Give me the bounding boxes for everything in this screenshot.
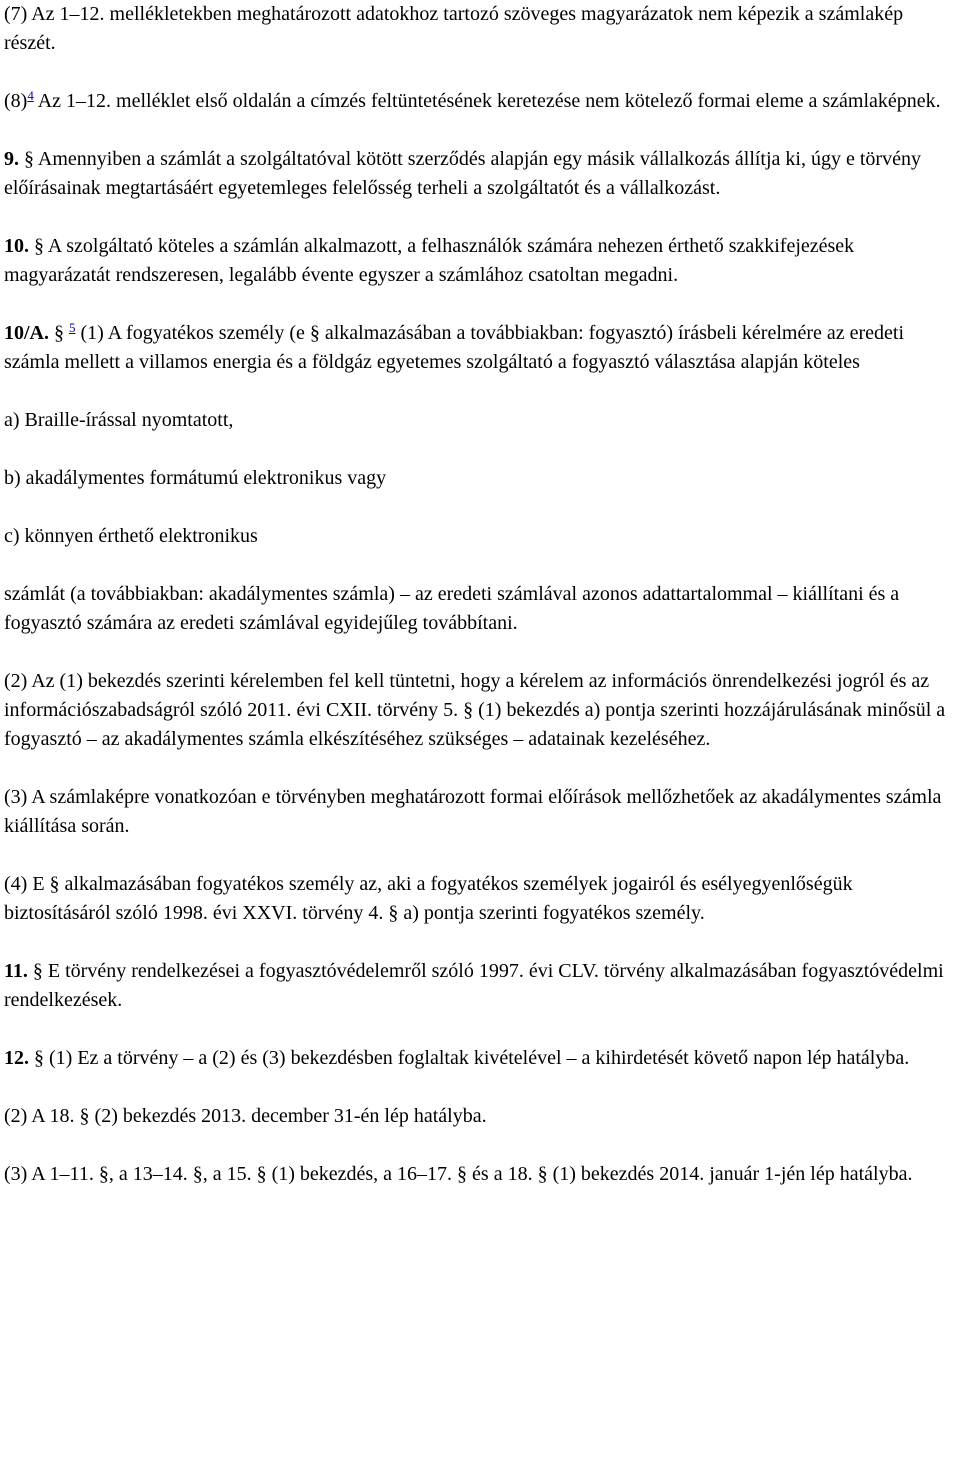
section-10a-paragraph-3: (3) A számlaképre vonatkozóan e törvényben meghatározott formai előírások mellőzhetőek az akadálymentes számla kiállítása során. <box>4 786 942 837</box>
section-12-number: 12. <box>4 1047 29 1069</box>
section-9-text: § Amennyiben a számlát a szolgáltatóval kötött szerződés alapján egy másik vállalkozás állítja ki, úgy e törvény előírásainak megtartásáért egyetemleges felelősség terheli a szolgáltatót és a vállalkozást. <box>4 148 921 199</box>
section-11 <box>4 957 956 1015</box>
list-item-b: b) akadálymentes formátumú elektronikus vagy <box>4 467 387 489</box>
section-12-paragraph-2: (2) A 18. § (2) bekezdés 2013. december 31-én lép hatályba. <box>4 1105 487 1127</box>
paragraph-8-text: Az 1–12. melléklet első oldalán a címzés feltüntetésének keretezése nem kötelező formai eleme a számlaképnek. <box>33 90 941 112</box>
footnote-5-link[interactable]: 5 <box>69 320 76 335</box>
paragraph-7: (7) Az 1–12. mellékletekben meghatározott adatokhoz tartozó szöveges magyarázatok nem képezik a számlakép részét. <box>4 3 904 54</box>
paragraph-8-prefix: (8) <box>4 90 28 112</box>
section-11-number: 11. <box>4 960 28 982</box>
list-item-a: a) Braille-írással nyomtatott, <box>4 409 234 431</box>
section-10-text: § A szolgáltató köteles a számlán alkalmazott, a felhasználók számára nehezen érthető szakkifejezések magyarázatát rendszeresen, legalább évente egyszer a számlához csatoltan megadni. <box>4 235 855 286</box>
section-10a <box>4 319 956 377</box>
section-12 <box>4 1044 956 1073</box>
section-10a-text: (1) A fogyatékos személy (e § alkalmazásában a továbbiakban: fogyasztó) írásbeli kérelmére az eredeti számla mellett a villamos energia és a földgáz egyetemes szolgáltató a fogyasztó választása alapján köteles <box>4 322 905 373</box>
section-10a-paragraph-4: (4) E § alkalmazásában fogyatékos személy az, aki a fogyatékos személyek jogairól és esélyegyenlőségük biztosításáról szóló 1998. évi XXVI. törvény 4. § a) pontja szerinti fogyatékos személy. <box>4 873 853 924</box>
paragraph-8 <box>4 87 956 116</box>
section-12-text: § (1) Ez a törvény – a (2) és (3) bekezdésben foglaltak kivételével – a kihirdetését követő napon lép hatályba. <box>29 1047 910 1069</box>
section-9 <box>4 145 956 203</box>
section-10a-sign: § <box>49 322 69 344</box>
section-10a-continuation: számlát (a továbbiakban: akadálymentes számla) – az eredeti számlával azonos adattartalommal – kiállítani és a fogyasztó számára az eredeti számlával egyidejűleg továbbítani. <box>4 583 900 634</box>
section-11-text: § E törvény rendelkezései a fogyasztóvédelemről szóló 1997. évi CLV. törvény alkalmazásában fogyasztóvédelmi rendelkezések. <box>4 960 944 1011</box>
list-item-c: c) könnyen érthető elektronikus <box>4 525 258 547</box>
footnote-4-link[interactable]: 4 <box>27 88 34 103</box>
section-10 <box>4 232 956 290</box>
section-10a-paragraph-2: (2) Az (1) bekezdés szerinti kérelemben fel kell tüntetni, hogy a kérelem az információs önrendelkezési jogról és az információszabadságról szóló 2011. évi CXII. törvény 5. § (1) bekezdés a) pontja szerinti hozzájárulásának minősül a fogyasztó – az akadálymentes számla elkészítéséhez szükséges – adatainak kezeléséhez. <box>4 670 946 750</box>
section-10a-number: 10/A. <box>4 322 49 344</box>
section-10-number: 10. <box>4 235 29 257</box>
section-9-number: 9. <box>4 148 19 170</box>
section-12-paragraph-3: (3) A 1–11. §, a 13–14. §, a 15. § (1) bekezdés, a 16–17. § és a 18. § (1) bekezdés 2014. január 1-jén lép hatályba. <box>4 1163 913 1185</box>
